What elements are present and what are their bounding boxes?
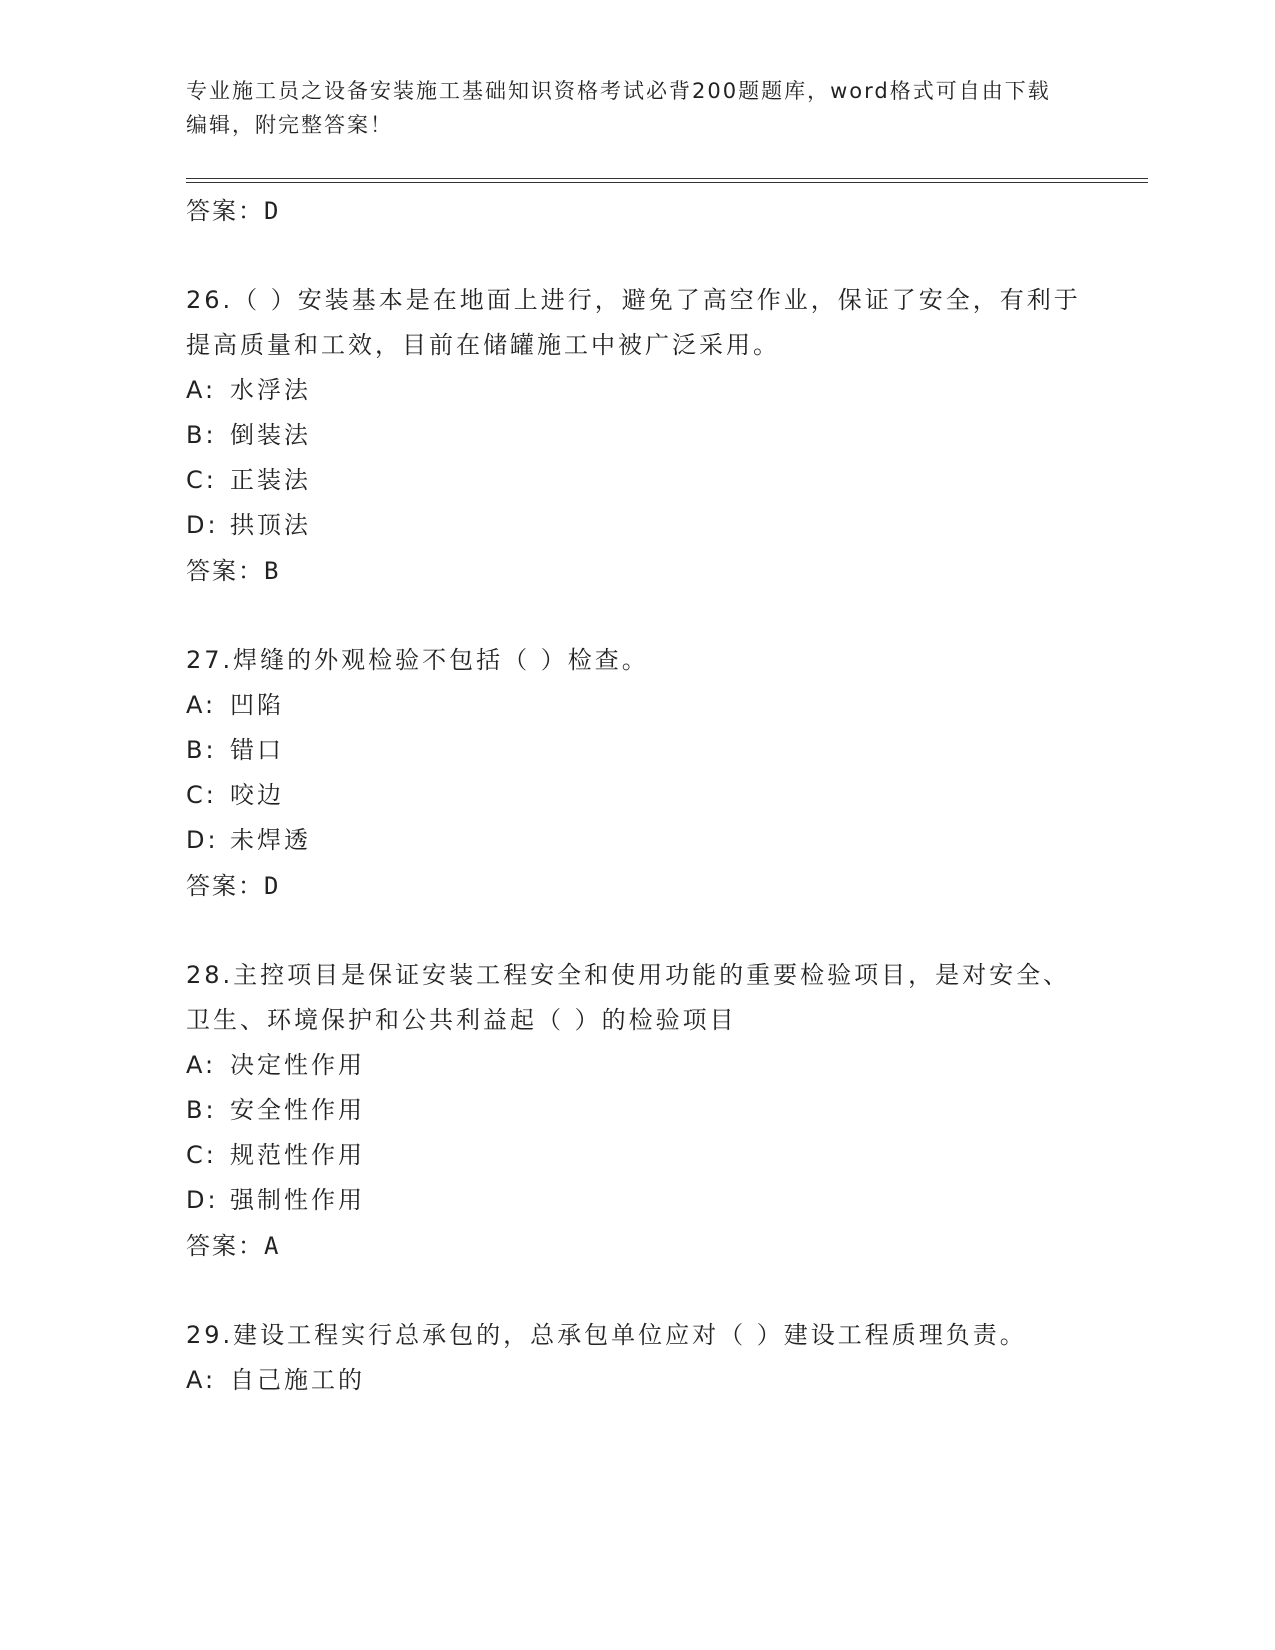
option-d (186, 818, 1086, 863)
option-text: 安全性作用 (230, 1096, 365, 1124)
option-text: 决定性作用 (230, 1051, 365, 1079)
header-divider-top (186, 178, 1148, 179)
option-c (186, 458, 1086, 503)
option-key: C: (186, 781, 217, 809)
answer-label: 答案： (186, 197, 264, 225)
option-b (186, 1088, 1086, 1133)
question-text: 26.（ ）安装基本是在地面上进行，避免了高空作业，保证了安全，有利于提高质量和工效，目前在储罐施工中被广泛采用。 (186, 286, 1081, 359)
option-text: 未焊透 (230, 826, 311, 854)
header-text: 专业施工员之设备安装施工基础知识资格考试必背200题题库，word格式可自由下载编辑，附完整答案！ (186, 79, 1051, 137)
option-key: D: (186, 1186, 219, 1214)
question-text: 27.焊缝的外观检验不包括（ ）检查。 (186, 646, 649, 674)
option-text: 正装法 (230, 466, 311, 494)
option-c (186, 773, 1086, 818)
question-block (186, 638, 1086, 909)
option-a (186, 368, 1086, 413)
option-key: A: (186, 376, 217, 404)
option-key: B: (186, 421, 217, 449)
question-list (186, 188, 1086, 1403)
option-text: 倒装法 (230, 421, 311, 449)
page-header (186, 74, 1066, 142)
answer-line (186, 1223, 1086, 1269)
question-block (186, 953, 1086, 1269)
question-block (186, 1313, 1086, 1403)
option-d (186, 1178, 1086, 1223)
option-b (186, 728, 1086, 773)
option-a (186, 683, 1086, 728)
answer-line (186, 188, 1086, 234)
option-key: A: (186, 691, 217, 719)
answer-label: 答案： (186, 872, 264, 900)
answer-value: A (264, 1232, 281, 1260)
question-block (186, 278, 1086, 594)
question-text: 29.建设工程实行总承包的，总承包单位应对（ ）建设工程质理负责。 (186, 1321, 1027, 1349)
option-a (186, 1043, 1086, 1088)
option-key: C: (186, 466, 217, 494)
answer-line (186, 548, 1086, 594)
answer-value: D (264, 872, 281, 900)
answer-label: 答案： (186, 1232, 264, 1260)
option-key: A: (186, 1366, 217, 1394)
option-key: D: (186, 826, 219, 854)
answer-label: 答案： (186, 557, 264, 585)
option-text: 水浮法 (230, 376, 311, 404)
header-divider-bottom (186, 182, 1148, 183)
option-key: C: (186, 1141, 217, 1169)
question-text: 28.主控项目是保证安装工程安全和使用功能的重要检验项目，是对安全、卫生、环境保护和公共利益起（ ）的检验项目 (186, 961, 1071, 1034)
option-d (186, 503, 1086, 548)
option-b (186, 413, 1086, 458)
option-text: 强制性作用 (230, 1186, 365, 1214)
answer-value: D (264, 197, 281, 225)
option-text: 凹陷 (230, 691, 284, 719)
option-key: A: (186, 1051, 217, 1079)
answer-value: B (264, 557, 281, 585)
option-key: B: (186, 1096, 217, 1124)
option-c (186, 1133, 1086, 1178)
option-text: 规范性作用 (230, 1141, 365, 1169)
option-text: 拱顶法 (230, 511, 311, 539)
answer-line (186, 863, 1086, 909)
option-a (186, 1358, 1086, 1403)
option-text: 错口 (230, 736, 284, 764)
option-key: B: (186, 736, 217, 764)
option-key: D: (186, 511, 219, 539)
option-text: 自己施工的 (230, 1366, 365, 1394)
option-text: 咬边 (230, 781, 284, 809)
